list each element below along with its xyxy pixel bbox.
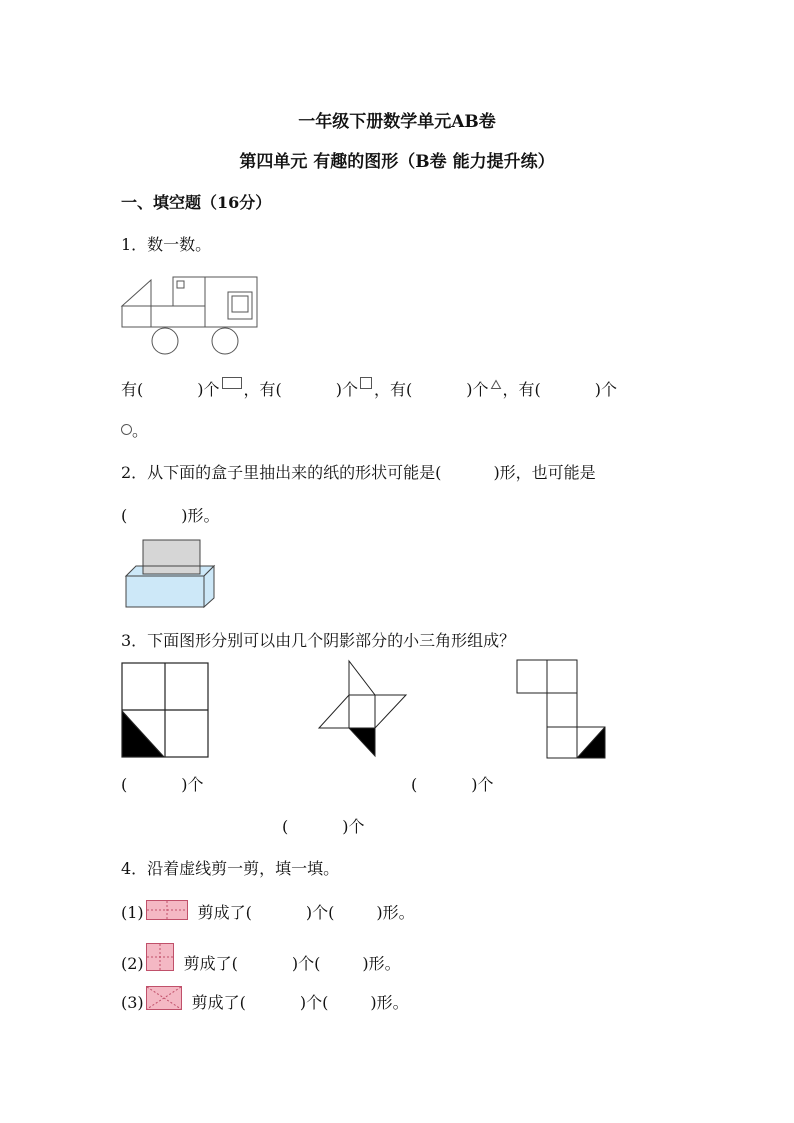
truck-wheel-left	[152, 328, 178, 354]
truck-window-square	[177, 281, 184, 288]
q2-line1: 2．从下面的盒子里抽出来的纸的形状可能是( )形，也可能是	[121, 463, 596, 482]
pink-rectangle-diagonal-cut-icon	[146, 986, 182, 1010]
q3-answer-1: ( )个	[121, 775, 204, 794]
page-subtitle: 第四单元 有趣的图形（B卷 能力提升练）	[239, 152, 555, 172]
q1-text-a2: )个	[197, 380, 220, 399]
tissue-box-figure	[124, 538, 216, 610]
truck-wheel-right	[212, 328, 238, 354]
q4-item-3: (3) 剪成了( )个( )形。	[121, 986, 409, 1013]
section-heading: 一、填空题（16分）	[121, 193, 272, 212]
circle-icon	[121, 424, 132, 435]
q1-text-c2: )个	[466, 380, 489, 399]
truck-rect-front	[122, 306, 151, 327]
paper-opening	[143, 566, 200, 574]
q1-text-d1: ，有(	[502, 380, 541, 399]
pink-square-cross-cut-icon	[146, 943, 174, 971]
figure-pinwheel	[318, 658, 408, 760]
q1-text-d2: )个	[594, 380, 617, 399]
pink-rectangle-cross-cut-icon	[146, 900, 188, 920]
q1-text-a1: 有(	[121, 380, 144, 399]
triangle-icon	[491, 380, 501, 389]
q2-line2: ( )形。	[121, 506, 220, 525]
q4-stem: 4．沿着虚线剪一剪，填一填。	[121, 859, 340, 878]
q3-answer-3: ( )个	[282, 817, 365, 836]
q1-fill-line-2	[121, 418, 148, 441]
q1-text-b1: ，有(	[243, 380, 282, 399]
q1-text-c1: ，有(	[374, 380, 413, 399]
truck-triangle	[122, 280, 151, 306]
q1-tail: 。	[132, 421, 149, 440]
truck-rect-middle	[151, 306, 205, 327]
page-title: 一年级下册数学单元AB卷	[298, 112, 496, 132]
figure-square-grid	[121, 662, 209, 758]
square-icon	[360, 377, 372, 389]
q4-item-2: (2) 剪成了( )个( )形。	[121, 943, 401, 974]
truck-figure	[120, 275, 260, 357]
q1-fill-line	[121, 377, 617, 400]
rectangle-icon	[222, 377, 242, 389]
q1-stem: 1．数一数。	[121, 235, 212, 254]
q1-text-b2: )个	[335, 380, 358, 399]
truck-cargo-inner	[232, 296, 248, 312]
figure-zigzag-blocks	[516, 659, 608, 761]
q4-item-1: (1) 剪成了( )个( )形。	[121, 900, 415, 923]
q3-answer-2: ( )个	[411, 775, 494, 794]
box-front	[126, 576, 204, 607]
q3-stem: 3．下面图形分别可以由几个阴影部分的小三角形组成？	[121, 631, 516, 650]
